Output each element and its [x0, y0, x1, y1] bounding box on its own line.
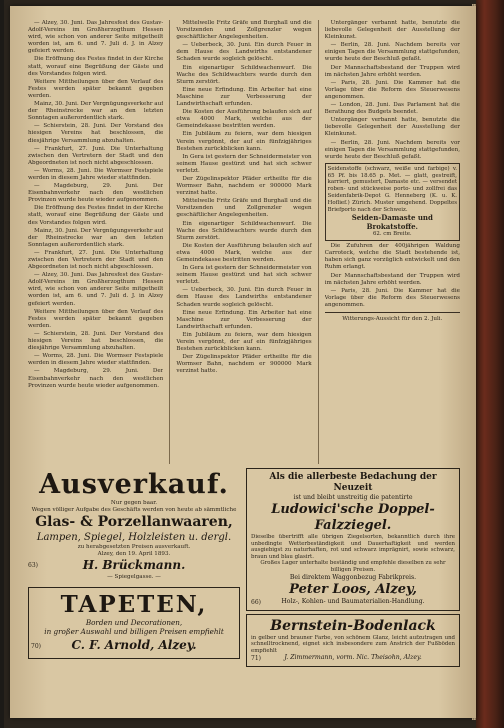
news-paragraph: Weitere Mittheilungen über den Verlauf des Festes werden später bekannt gegeben werden. [28, 78, 164, 99]
tapeten-line-1: Borden und Decorationen, [85, 618, 183, 627]
news-paragraph: — London, 28. Juni. Das Parlament hat die Berathung des Budgets beendet. [324, 102, 460, 116]
news-paragraph: Mittelwelle Fritz Gräfe und Burghall und die Vorsitzenden und Zollgrenzler wegen geschäftlicher Angelegenheiten. [176, 198, 312, 219]
advertisement-section [28, 468, 460, 716]
news-paragraph: — Frankfurt, 27. Juni. Die Unterhaltung zwischen den Vertretern der Stadt und den Abgeordneten ist noch nicht abgeschlossen. [28, 249, 164, 271]
ludowici-ad [246, 468, 460, 611]
tapeten-merchant: C. F. Arnold, Alzey. [71, 638, 197, 652]
ausverkauf-date: Alzey, den 19. April 1893. [97, 551, 171, 557]
news-paragraph: Eine neue Erfindung. Ein Arbeiter hat eine Maschine zur Verbesserung der Landwirthschaft erfunden. [176, 86, 312, 108]
news-paragraph: — Magdeburg, 29. Juni. Der Eisenbahnverkehr nach den westlichen Provinzen wurde heute wieder aufgenommen. [28, 183, 164, 204]
news-paragraph: — Worms, 28. Juni. Die Wormser Festspiele werden in diesem Jahre wieder stattfinden. [28, 353, 164, 367]
news-paragraph: — Schierstein, 28. Juni. Der Vorstand des hiesigen Vereins hat beschlossen, die diesjährige Versammlung abzuhalten. [28, 330, 164, 352]
seidenstoffe-title: Seiden-Damaste und Brokatstoffe. [351, 213, 433, 232]
newspaper-page [10, 6, 476, 718]
ludowici-dealer: Peter Loos, Alzey, [289, 581, 417, 597]
news-columns [28, 20, 460, 464]
news-paragraph: — Ueberbeck, 30. Juni. Ein durch Feuer in dem Hause des Landwirths entstandener Schaden wurde sogleich gelöscht. [176, 287, 312, 308]
tapeten-ad [28, 587, 240, 659]
ludowici-head-2: ist und bleibt unstreitig die patentirte [293, 494, 413, 501]
seidenstoffe-notice [325, 163, 460, 241]
news-paragraph: — Paris, 28. Juni. Die Kammer hat die Vorlage über die Reform des Steuerwesens angenommen. [324, 79, 460, 100]
news-paragraph: — Worms, 28. Juni. Die Wormser Festspiele werden in diesem Jahre wieder stattfinden. [28, 167, 164, 181]
ausverkauf-goods-2: Lampen, Spiegel, Holzleisten u. dergl. [36, 532, 232, 543]
ludowici-product: Ludowici'sche Doppel-Falzziegel. [271, 502, 435, 533]
ludowici-dealer-intro: Bei direktem Waggonbezug Fabrikpreis. [289, 573, 417, 581]
news-paragraph: — Berlin, 28. Juni. Nachdem bereits vor einigen Tagen die Versammlung stattgefunden, wurde heute der Beschluß gefaßt. [324, 139, 460, 160]
bernstein-ad [246, 614, 460, 668]
news-paragraph: — Magdeburg, 29. Juni. Der Eisenbahnverkehr nach den westlichen Provinzen wurde heute wieder aufgenommen. [28, 368, 164, 389]
news-paragraph: Die Eröffnung des Festes findet in der Kirche statt, worauf eine Begrüßung der Gäste und des Vorstandes folgen wird. [28, 56, 164, 77]
news-paragraph: Ein eigenartiger Schildwachenwurf. Die Wache des Schildwachters wurde durch den Sturm zerstört. [176, 64, 312, 85]
ausverkauf-subhead: Nur gegen baar. [110, 500, 158, 506]
column-divider [169, 20, 170, 464]
news-paragraph: Ein Jubiläum zu feiern, war dem hiesigen Verein vergönnt, der auf ein fünfzigjähriges Bestehen zurückblicken kann. [176, 331, 312, 353]
news-column-1 [28, 20, 163, 464]
news-paragraph: Mainz, 30. Juni. Der Vergnügungsverkehr auf der Rheinstrecke war an den letzten Sonntagen außerordentlich stark. [28, 227, 164, 248]
news-paragraph: — Frankfurt, 27. Juni. Die Unterhaltung zwischen den Vertretern der Stadt und den Abgeordneten ist noch nicht abgeschlossen. [28, 145, 164, 166]
news-paragraph: — Berlin, 28. Juni. Nachdem bereits vor einigen Tagen die Versammlung stattgefunden, wurde heute der Beschluß gefaßt. [324, 42, 460, 63]
news-column-3 [325, 20, 460, 464]
book-spine [476, 0, 504, 728]
ausverkauf-goods-1: Glas- & Porzellanwaaren, [35, 514, 233, 530]
ausverkauf-merchant: H. Brückmann. [82, 558, 186, 572]
news-paragraph: Weitere Mittheilungen über den Verlauf des Festes werden später bekannt gegeben werden. [28, 308, 164, 329]
news-paragraph: Eine neue Erfindung. Ein Arbeiter hat eine Maschine zur Verbesserung der Landwirthschaft erfunden. [176, 309, 312, 330]
news-paragraph: Untergänger verbannt hatte, benutzte die liebevolle Gelegenheit der Ausstellung der Kleinkunst. [324, 117, 460, 138]
ausverkauf-headline: Ausverkauf. [39, 469, 229, 500]
bernstein-headline: Bernstein-Bodenlack [270, 617, 436, 634]
ausverkauf-note: zu herabgesetzten Preisen ausverkauft. [77, 544, 191, 550]
news-paragraph: In Gera ist gestern der Schneidermeister von seinem Hause gestürzt und hat sich schwer verletzt. [176, 153, 312, 174]
tapeten-headline: TAPETEN, [60, 591, 208, 618]
divider-rule [325, 312, 460, 313]
news-paragraph: — Ueberbeck, 30. Juni. Ein durch Feuer in dem Hause des Landwirths entstandener Schaden wurde sogleich gelöscht. [176, 42, 312, 63]
news-paragraph: Die Eröffnung des Festes findet in der Kirche statt, worauf eine Begrüßung der Gäste und des Vorstandes folgen wird. [28, 205, 164, 226]
news-paragraph: — Paris, 28. Juni. Die Kammer hat die Vorlage über die Reform des Steuerwesens angenommen. [324, 287, 460, 308]
news-paragraph: Der Zügelinspektor Pfäder ertheilte für die Wormser Bahn, nachdem er 900000 Mark verzinst hatte. [176, 175, 312, 197]
ludowici-number: 66) [251, 598, 261, 606]
ad-right-column [246, 468, 460, 716]
news-paragraph: In Gera ist gestern der Schneidermeister von seinem Hause gestürzt und hat sich schwer verletzt. [176, 265, 312, 286]
ausverkauf-number: 63) [28, 562, 38, 569]
news-column-2 [176, 20, 311, 464]
book-background [4, 0, 504, 728]
seidenstoffe-number: 62. cm Breite. [372, 231, 412, 238]
news-paragraph: Die Kosten der Ausführung belaufen sich auf etwa 4000 Mark, welche aus der Gemeindekasse bestritten werden. [176, 109, 312, 130]
news-paragraph: Der Mannschaftsbestand der Truppen wird im nächsten Jahre erhöht werden. [324, 272, 460, 286]
news-paragraph: Die Kosten der Ausführung belaufen sich auf etwa 4000 Mark, welche aus der Gemeindekasse bestritten werden. [176, 242, 312, 263]
news-paragraph: Mainz, 30. Juni. Der Vergnügungsverkehr auf der Rheinstrecke war an den letzten Sonntagen außerordentlich stark. [28, 101, 164, 122]
column-divider [318, 20, 319, 464]
markt-paragraph: Die Zufuhren der 400jährigen Waldung Carroteck, welche die Stadt bestehende ist, haben sich ganz vorzüglich entwickelt und den Ruhm erlangt. [324, 243, 460, 271]
tapeten-line-2: in großer Auswahl und billigen Preisen empfiehlt [44, 627, 224, 636]
news-paragraph: — Alzey, 30. Juni. Das Jahresfest des Gustav-Adolf-Vereins im Großherzogthum Hessen wird, wie schon von anderer Seite mitgetheilt worden ist, am 6. und 7. Juli d. J. in Alzey gefeiert werden. [28, 20, 164, 55]
ludowici-dealer-trade: Holz-, Kohlen- und Baumaterialien-Handlung. [281, 597, 425, 605]
tapeten-number: 70) [31, 643, 41, 650]
news-paragraph: Mittelwelle Fritz Gräfe und Burghall und die Vorsitzenden und Zollgrenzler wegen geschäftlicher Angelegenheiten. [176, 20, 312, 41]
seidenstoffe-text: Seidenstoffe (schwarz, weiße und farbige) v. 65 Pf. bis 18.65 p. Met. — glatt, gestreift, karriert, gemustert, Damaste etc. — versendet roben- und stückweise porto- und zollfrei das Seidenfabrik-Depot G. Henneberg (K. u. K. Hoflief.) Zürich. Muster umgehend. Doppeltes Briefporto nach der Schweiz. [327, 165, 457, 213]
news-paragraph: Ein Jubiläum zu feiern, war dem hiesigen Verein vergönnt, der auf ein fünfzigjähriges Bestehen zurückblicken kann. [176, 131, 312, 152]
ludowici-body: Dieselbe übertrifft alle übrigen Ziegelsorten, bekanntlich durch ihre unbedingte Wetterbeständigkeit und Dauerhaftigkeit und werden ausgiebigst zu naturhaften, rot und schwarz imprägnirt, sowie schwarz, braun und blau glasirt. [251, 534, 455, 560]
bernstein-body: in gelber und brauner Farbe, von schönem Glanz, leicht aufzutragen und schnelltrocknend, eignet sich insbesondere zum Anstrich der Fußböden empfiehlt [251, 634, 455, 654]
news-paragraph: Der Zügelinspektor Pfäder ertheilte für die Wormser Bahn, nachdem er 900000 Mark verzinst hatte. [176, 354, 312, 375]
bernstein-merchant: J. Zimmermann, vorm. Nic. Theisohn, Alzey. [284, 654, 422, 662]
news-paragraph: Untergänger verbannt hatte, benutzte die liebevolle Gelegenheit der Ausstellung der Kleinkunst. [324, 20, 460, 41]
bernstein-number: 71) [251, 655, 261, 663]
weather-footer: Witterungs-Aussicht für den 2. Juli. [342, 316, 443, 322]
news-paragraph: — Alzey, 30. Juni. Das Jahresfest des Gustav-Adolf-Vereins im Großherzogthum Hessen wird, wie schon von anderer Seite mitgetheilt worden ist, am 6. und 7. Juli d. J. in Alzey gefeiert werden. [28, 272, 164, 307]
news-paragraph: — Schierstein, 28. Juni. Der Vorstand des hiesigen Vereins hat beschlossen, die diesjährige Versammlung abzuhalten. [28, 123, 164, 144]
ausverkauf-intro: Wegen völliger Aufgabe des Geschäfts werden von heute ab sämmtliche [31, 507, 237, 513]
ludowici-note: Großes Lager unterhalte beständig und empfehle dieselben zu sehr billigen Preisen. [260, 560, 446, 573]
ausverkauf-merchant-trade: — Spiegelgasse. — [107, 574, 161, 580]
news-paragraph: Ein eigenartiger Schildwachenwurf. Die Wache des Schildwachters wurde durch den Sturm zerstört. [176, 220, 312, 241]
ad-left-column [28, 468, 240, 716]
ludowici-head-1: Als die allerbeste Bedachung der Neuzeit [269, 472, 437, 493]
news-paragraph: Der Mannschaftsbestand der Truppen wird im nächsten Jahre erhöht werden. [324, 64, 460, 78]
